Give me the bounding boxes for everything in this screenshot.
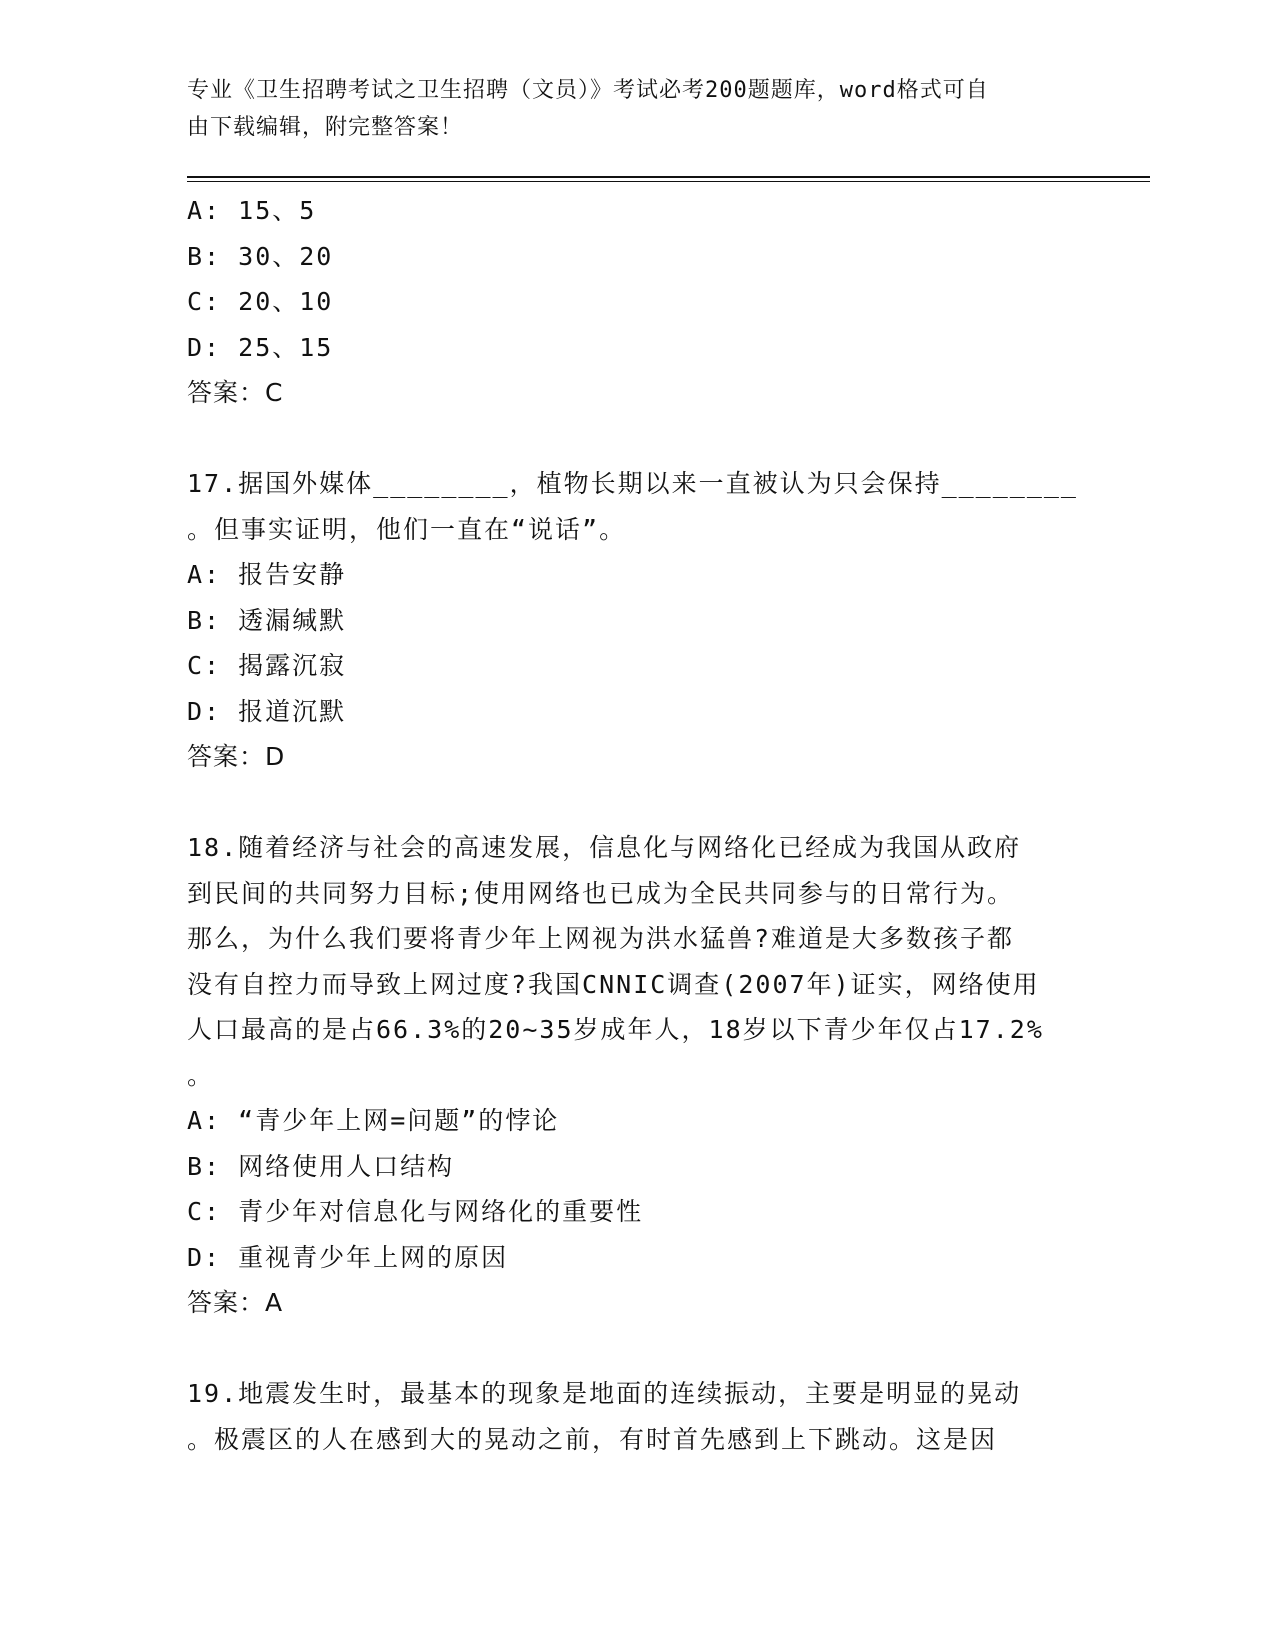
question-text-line: 到民间的共同努力目标;使用网络也已成为全民共同参与的日常行为。 — [187, 878, 1015, 908]
header-line-1: 专业《卫生招聘考试之卫生招聘（文员）》考试必考200题题库，word格式可自 — [187, 78, 989, 103]
question-text-line: 19.地震发生时，最基本的现象是地面的连续振动，主要是明显的晃动 — [187, 1379, 1022, 1408]
question-text-line: 17.据国外媒体________，植物长期以来一直被认为只会保持________ — [187, 469, 1078, 498]
option-d: D: 25、15 — [187, 332, 334, 362]
option-d: D: 重视青少年上网的原因 — [187, 1242, 509, 1272]
question-text-line: 18.随着经济与社会的高速发展，信息化与网络化已经成为我国从政府 — [187, 833, 1022, 862]
answer: 答案：C — [187, 378, 284, 407]
answer: 答案：D — [187, 742, 286, 771]
option-b: B: 30、20 — [187, 241, 334, 271]
option-a: A: 报告安静 — [187, 560, 347, 589]
document-header — [187, 72, 1067, 146]
question-text-line: 没有自控力而导致上网过度?我国CNNIC调查(2007年)证实，网络使用 — [187, 969, 1040, 999]
header-line-2: 由下载编辑，附完整答案！ — [187, 115, 464, 140]
option-c: C: 青少年对信息化与网络化的重要性 — [187, 1197, 644, 1226]
question-17 — [187, 461, 1087, 780]
option-c: C: 20、10 — [187, 287, 334, 316]
option-b: B: 网络使用人口结构 — [187, 1151, 455, 1181]
question-text-line: 。但事实证明，他们一直在“说话”。 — [187, 514, 627, 544]
option-a: A: 15、5 — [187, 196, 317, 225]
header-rule-thick — [187, 176, 1150, 178]
document-body — [187, 188, 1087, 1462]
answer: 答案：A — [187, 1288, 284, 1317]
question-text-line: 。 — [187, 1060, 215, 1090]
question-19 — [187, 1371, 1087, 1462]
question-18 — [187, 825, 1087, 1326]
question-16 — [187, 188, 1087, 416]
spacer — [187, 780, 1087, 826]
option-d: D: 报道沉默 — [187, 696, 347, 726]
question-text-line: 人口最高的是占66.3%的20~35岁成年人，18岁以下青少年仅占17.2% — [187, 1015, 1044, 1044]
header-rule-thin — [187, 181, 1150, 182]
spacer — [187, 416, 1087, 462]
spacer — [187, 1326, 1087, 1372]
option-c: C: 揭露沉寂 — [187, 651, 347, 680]
question-text-line: 。极震区的人在感到大的晃动之前，有时首先感到上下跳动。这是因 — [187, 1424, 998, 1454]
question-text-line: 那么，为什么我们要将青少年上网视为洪水猛兽?难道是大多数孩子都 — [187, 924, 1015, 953]
option-a: A: “青少年上网=问题”的悖论 — [187, 1106, 560, 1135]
option-b: B: 透漏缄默 — [187, 605, 347, 635]
